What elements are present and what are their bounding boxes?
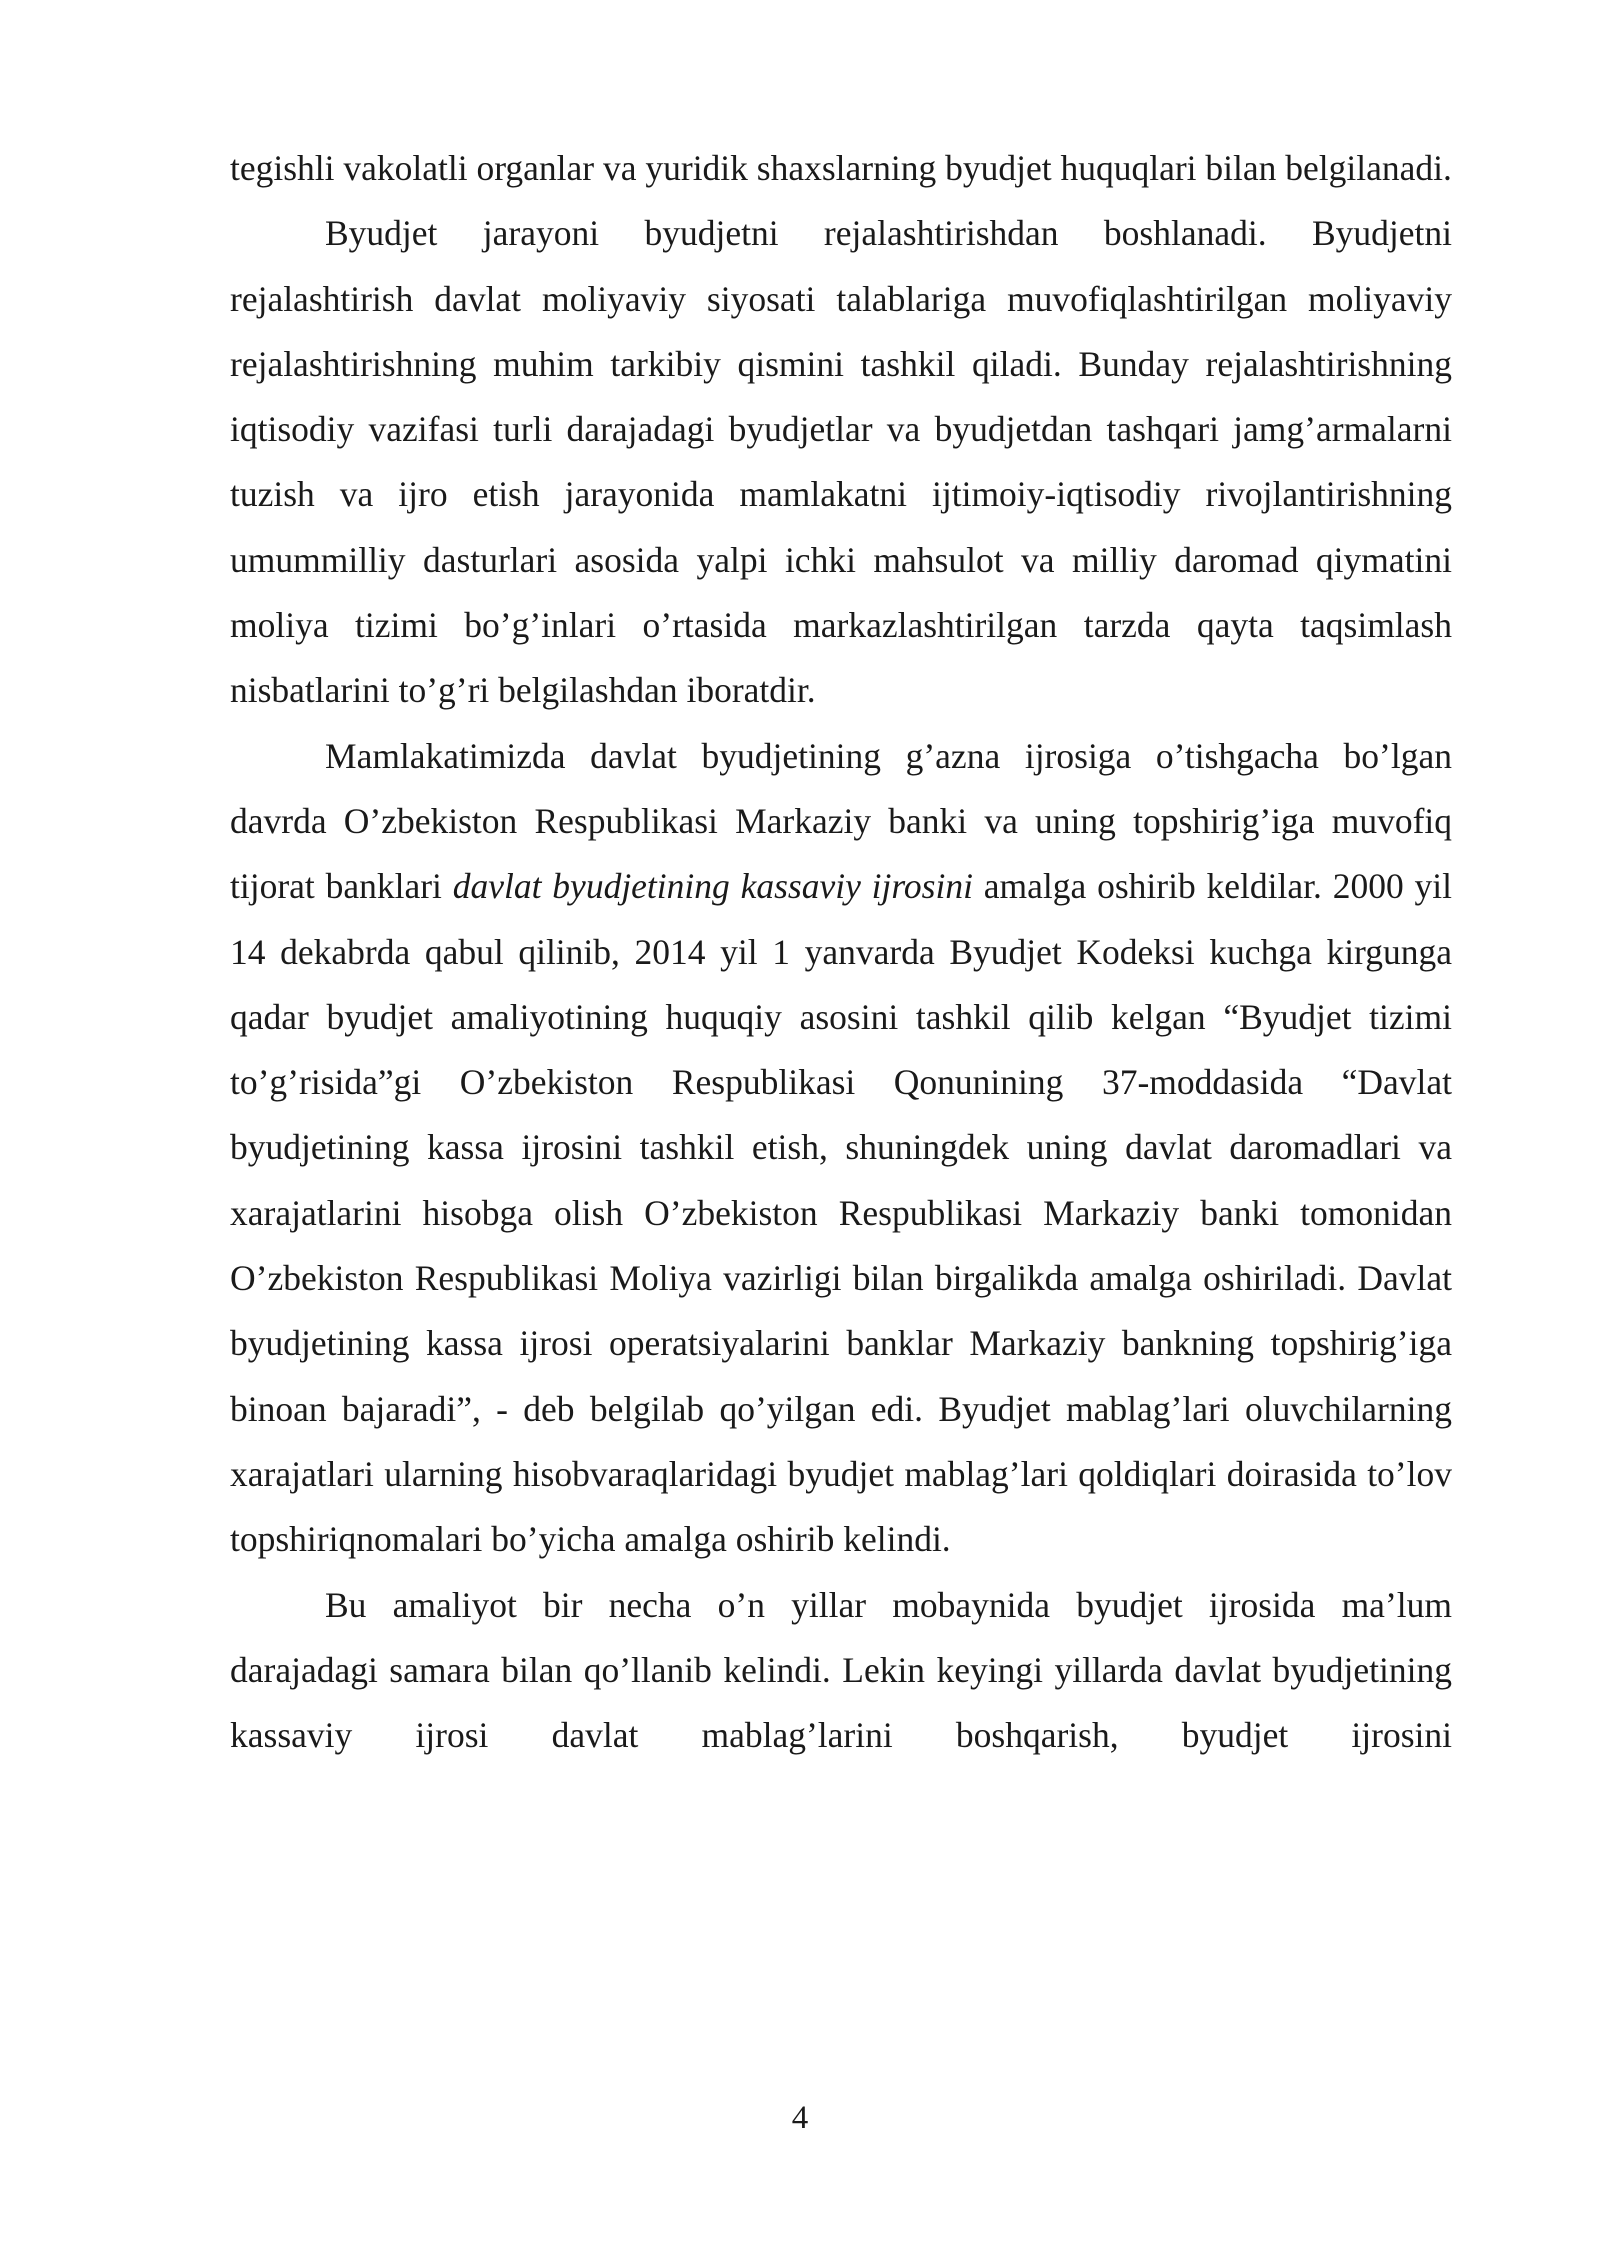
page-number: 4 [791,2100,809,2136]
paragraph-practice-effect: Bu amaliyot bir necha o’n yillar mobaynida byudjet ijrosida ma’lum darajadagi samara bilan qo’llanib kelindi. Lekin keyingi yillarda davlat byudjetining kassaviy ijrosi davlat mablag’larini boshqarish, byudjet ijrosini [230,1584,1452,1756]
paragraph-budget-planning: Byudjet jarayoni byudjetni rejalashtirishdan boshlanadi. Byudjetni rejalashtirish davlat moliyaviy siyosati talablariga muvofiqlashtirilgan moliyaviy rejalashtirishning muhim tarkibiy qismini tashkil qiladi. Bunday rejalashtirishning iqtisodiy vazifasi turli darajadagi byudjetlar va byudjetdan tashqari jamg’armalarni tuzish va ijro etish jarayonida mamlakatni ijtimoiy-iqtisodiy rivojlantirishning umummilliy dasturlari asosida yalpi ichki mahsulot va milliy daromad qiymatini moliya tizimi bo’g’inlari o’rtasida markazlashtirilgan tarzda qayta taqsimlash nisbatlarini to’g’ri belgilashdan iboratdir. [230,213,1452,711]
paragraph-text-segment: Mamlakatimizda davlat byudjetining g’azna ijrosiga o’tishgacha bo’lgan davrda O’zbekiston Respublikasi Markaziy banki va uning topshirig’iga muvofiq tijorat banklari [230,735,1452,907]
paragraph-cash-execution-history [230,724,1452,1573]
paragraph-text-segment: amalga oshirib keldilar. 2000 yil 14 dekabrda qabul qilinib, 2014 yil 1 yanvarda Byudjet Kodeksi kuchga kirgunga qadar byudjet amaliyotining huquqiy asosini tashkil qilib kelgan “Byudjet tizimi to’g’risida”gi O’zbekiston Respublikasi Qonunining 37-moddasida “Davlat byudjetining kassa ijrosini tashkil etish, shuningdek uning davlat daromadlari va xarajatlarini hisobga olish O’zbekiston Respublikasi Markaziy banki tomonidan O’zbekiston Respublikasi Moliya vazirligi bilan birgalikda amalga oshiriladi. Davlat byudjetining kassa ijrosi operatsiyalarini banklar Markaziy bankning topshirig’iga binoan bajaradi”, - deb belgilab qo’yilgan edi. Byudjet mablag’lari oluvchilarning xarajatlari ularning hisobvaraqlaridagi byudjet mablag’lari qoldiqlari doirasida to’lov topshiriqnomalari bo’yicha amalga oshirib kelindi. [230,866,1452,1560]
paragraph-continuation: tegishli vakolatli organlar va yuridik shaxslarning byudjet huquqlari bilan belgilanadi. [230,148,1452,188]
italic-term: davlat byudjetining kassaviy ijrosini [452,866,973,907]
body-text [230,136,1452,1768]
